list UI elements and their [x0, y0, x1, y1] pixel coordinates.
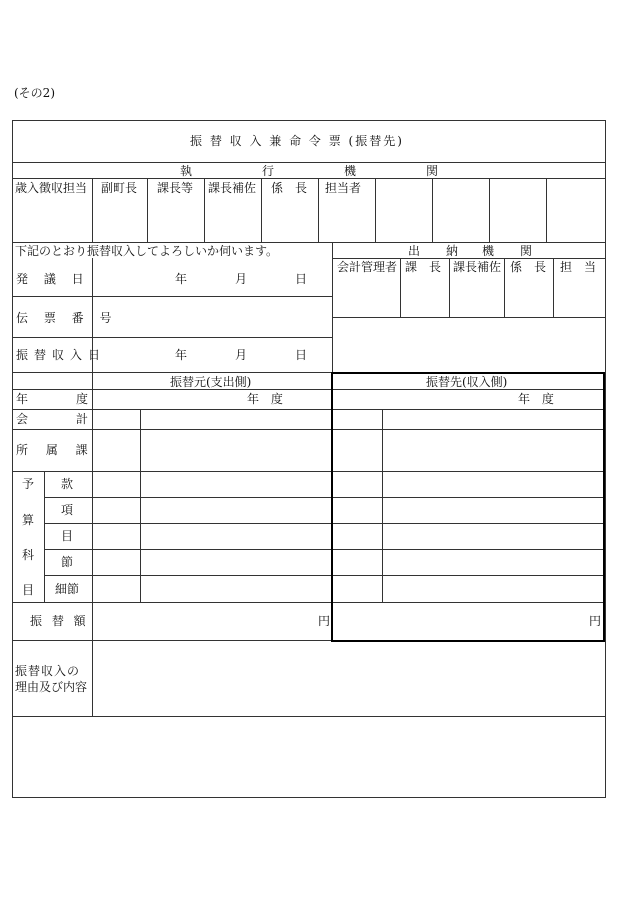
exec-col-person-in-charge: 担当者 [325, 181, 362, 195]
exec-col-revenue-officer: 歳入徴収担当 [15, 181, 88, 195]
treasury-col-accounting-manager: 会計管理者 [337, 260, 398, 274]
amount-label: 振 替 額 [30, 614, 89, 628]
source-side-header: 振替元(支出側) [170, 375, 252, 389]
budget-item-setsu: 節 [61, 555, 74, 569]
budget-item-saisetsu: 細節 [55, 582, 80, 596]
treasury-col-section-chief: 課 長 [405, 260, 442, 274]
form-title: 振 替 収 入 兼 命 令 票 (振替先) [190, 134, 404, 148]
treasury-header-3: 機 [482, 244, 495, 258]
reason-label-line1: 振替収入の [15, 664, 81, 678]
exec-header-1: 執 [180, 164, 193, 178]
treasury-col-assistant-chief: 課長補佐 [453, 260, 502, 274]
exec-col-section-chief: 課長等 [157, 181, 194, 195]
treasury-header-4: 関 [520, 244, 533, 258]
reason-label-line2: 理由及び内容 [15, 680, 88, 694]
exec-col-assistant-chief: 課長補佐 [208, 181, 257, 195]
voucher-form [12, 120, 606, 798]
fiscal-year-label-left: 年 [16, 392, 29, 406]
proposal-date-label: 発 議 日 [16, 272, 90, 286]
source-yen: 円 [318, 614, 331, 628]
dest-side-header: 振替先(収入側) [426, 375, 508, 389]
page-label: (その2) [14, 86, 55, 100]
exec-col-subsection-chief: 係 長 [271, 181, 308, 195]
proposal-year-unit: 年 [175, 272, 188, 286]
exec-header-2: 行 [262, 164, 275, 178]
transfer-month-unit: 月 [235, 348, 248, 362]
accounting-label-left: 会 [16, 412, 29, 426]
budget-subject-char-1: 予 [22, 477, 35, 491]
transfer-year-unit: 年 [175, 348, 188, 362]
budget-item-moku: 目 [61, 529, 74, 543]
budget-subject-char-3: 科 [22, 548, 35, 562]
request-text: 下記のとおり振替収入してよろしいか伺います。 [15, 244, 279, 258]
budget-subject-char-4: 目 [22, 583, 35, 597]
budget-item-kan: 款 [61, 477, 74, 491]
source-fiscal-year: 年 度 [247, 392, 287, 406]
transfer-day-unit: 日 [295, 348, 308, 362]
department-label: 所 属 課 [16, 443, 95, 457]
transfer-date-label: 振替収入日 [16, 348, 107, 362]
budget-item-kou: 項 [61, 503, 74, 517]
dest-yen: 円 [589, 614, 602, 628]
accounting-label-right: 計 [76, 412, 89, 426]
treasury-header-1: 出 [408, 244, 421, 258]
dest-fiscal-year: 年 度 [518, 392, 558, 406]
slip-number-label: 伝 票 番 号 [16, 311, 118, 325]
budget-subject-char-2: 算 [22, 513, 35, 527]
fiscal-year-label-right: 度 [76, 392, 89, 406]
exec-header-4: 関 [426, 164, 439, 178]
exec-col-deputy-mayor: 副町長 [101, 181, 138, 195]
proposal-month-unit: 月 [235, 272, 248, 286]
exec-header-3: 機 [344, 164, 357, 178]
proposal-day-unit: 日 [295, 272, 308, 286]
treasury-col-subsection-chief: 係 長 [510, 260, 547, 274]
treasury-col-person-in-charge: 担 当 [560, 260, 597, 274]
treasury-header-2: 納 [446, 244, 459, 258]
